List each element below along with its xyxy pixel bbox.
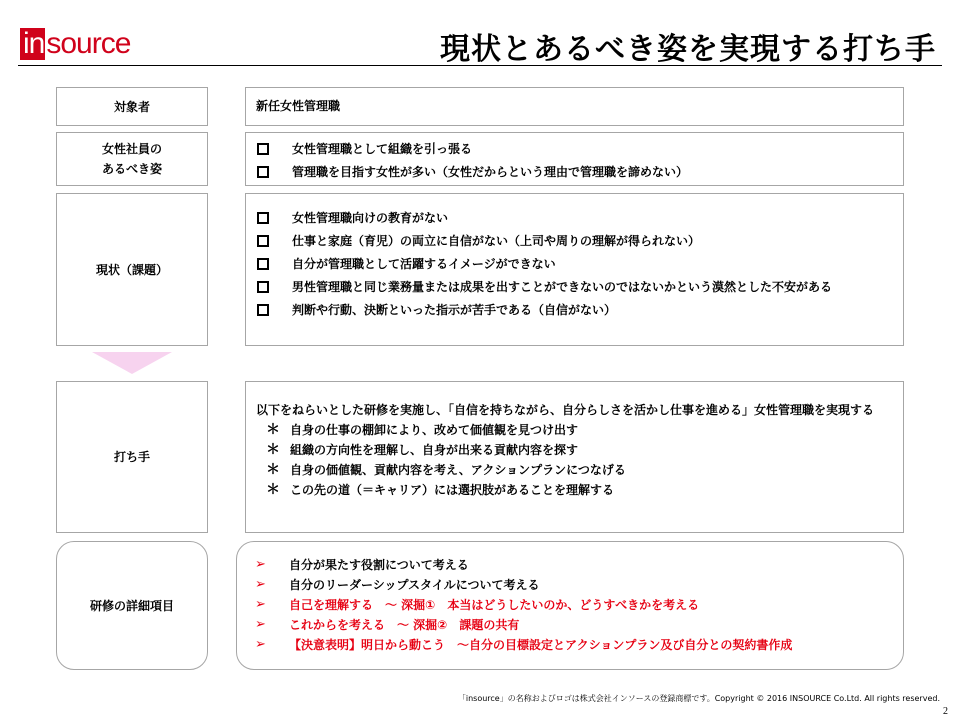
copyright-footer: 「insource」の名称およびロゴは株式会社インソースの登録商標です。Copyright © 2016 INSOURCE Co.Ltd. All rights reserved. <box>457 694 940 703</box>
current-item <box>256 231 893 254</box>
details-item <box>255 575 885 595</box>
measures-item <box>256 440 893 460</box>
target-label-box <box>56 87 208 126</box>
ideal-item-text: 管理職を目指す女性が多い（女性だからという理由で管理職を諦めない） <box>292 165 689 179</box>
details-item-text: 【決意表明】明日から動こう ～自分の目標設定とアクションプラン及び自分との契約書作成 <box>289 638 793 652</box>
target-label: 対象者 <box>113 99 150 114</box>
details-item-text: 自己を理解する ～ 深掘① 本当はどうしたいのか、どうすべきかを考える <box>289 598 700 612</box>
details-item-text: 自分のリーダーシップスタイルについて考える <box>289 578 540 592</box>
measures-item <box>256 460 893 480</box>
checkbox-square-icon <box>256 231 292 254</box>
current-label: 現状（課題） <box>95 262 168 277</box>
insource-logo <box>20 28 130 60</box>
current-item-text: 自分が管理職として活躍するイメージができない <box>292 257 556 271</box>
details-content-box <box>236 541 904 670</box>
measures-label: 打ち手 <box>113 450 150 464</box>
details-item <box>255 615 885 635</box>
page-number: 2 <box>943 706 948 717</box>
measures-label-box <box>56 381 208 533</box>
current-item-text: 女性管理職向けの教育がない <box>292 211 449 225</box>
checkbox-square-icon <box>256 208 292 231</box>
checkbox-square-icon <box>256 162 292 185</box>
current-item-text: 判断や行動、決断といった指示が苦手である（自信がない） <box>292 303 617 317</box>
page-title: 現状とあるべき姿を実現する打ち手 <box>440 32 936 67</box>
arrow-bullet-icon: ➢ <box>255 597 266 612</box>
measures-item <box>256 480 893 500</box>
measures-item-text: 組織の方向性を理解し、自身が出来る貢献内容を探す <box>290 443 579 457</box>
details-label: 研修の詳細項目 <box>89 598 174 613</box>
details-item <box>255 555 885 575</box>
current-item <box>256 300 893 323</box>
arrow-bullet-icon: ➢ <box>255 637 266 652</box>
current-item <box>256 208 893 231</box>
measures-item <box>256 420 893 440</box>
logo-wordmark: source <box>46 27 131 60</box>
ideal-label-line1: 女性社員の <box>101 142 162 156</box>
ideal-content-box <box>245 132 904 186</box>
current-label-box <box>56 193 208 346</box>
details-item <box>255 635 885 655</box>
measures-intro: 以下をねらいとした研修を実施し、「自信を持ちながら、自分らしさを活かし仕事を進める」女性管理職を実現する <box>256 403 875 417</box>
arrow-bullet-icon: ➢ <box>255 617 266 632</box>
details-item <box>255 595 885 615</box>
asterisk-icon: ＊ <box>266 462 280 478</box>
details-item-text: 自分が果たす役割について考える <box>289 558 469 572</box>
asterisk-icon: ＊ <box>266 482 280 498</box>
logo-in-mark: in <box>20 28 45 60</box>
ideal-item <box>256 162 893 185</box>
ideal-label-line2: あるべき姿 <box>101 162 162 176</box>
current-item <box>256 277 893 300</box>
checkbox-square-icon <box>256 277 292 300</box>
arrow-bullet-icon: ➢ <box>255 557 266 572</box>
measures-item-text: この先の道（＝キャリア）には選択肢があることを理解する <box>290 483 615 497</box>
header-divider <box>18 65 942 66</box>
ideal-item-text: 女性管理職として組織を引っ張る <box>292 142 473 156</box>
measures-content-box <box>245 381 904 533</box>
target-text: 新任女性管理職 <box>256 99 341 113</box>
down-arrow-icon <box>92 352 172 374</box>
checkbox-square-icon <box>256 139 292 162</box>
measures-item-text: 自身の価値観、貢献内容を考え、アクションプランにつなげる <box>290 463 626 477</box>
asterisk-icon: ＊ <box>266 442 280 458</box>
target-content-box <box>245 87 904 126</box>
checkbox-square-icon <box>256 254 292 277</box>
ideal-item <box>256 139 893 162</box>
details-item-text: これからを考える ～ 深掘② 課題の共有 <box>289 618 520 632</box>
checkbox-square-icon <box>256 300 292 323</box>
asterisk-icon: ＊ <box>266 422 280 438</box>
arrow-bullet-icon: ➢ <box>255 577 266 592</box>
ideal-label-box <box>56 132 208 186</box>
current-item-text: 男性管理職と同じ業務量または成果を出すことができないのではないかという漠然とした不安がある <box>292 280 833 294</box>
current-item-text: 仕事と家庭（育児）の両立に自信がない（上司や周りの理解が得られない） <box>292 234 701 248</box>
current-item <box>256 254 893 277</box>
current-content-box <box>245 193 904 346</box>
measures-item-text: 自身の仕事の棚卸により、改めて価値観を見つけ出す <box>290 423 579 437</box>
details-label-box <box>56 541 208 670</box>
